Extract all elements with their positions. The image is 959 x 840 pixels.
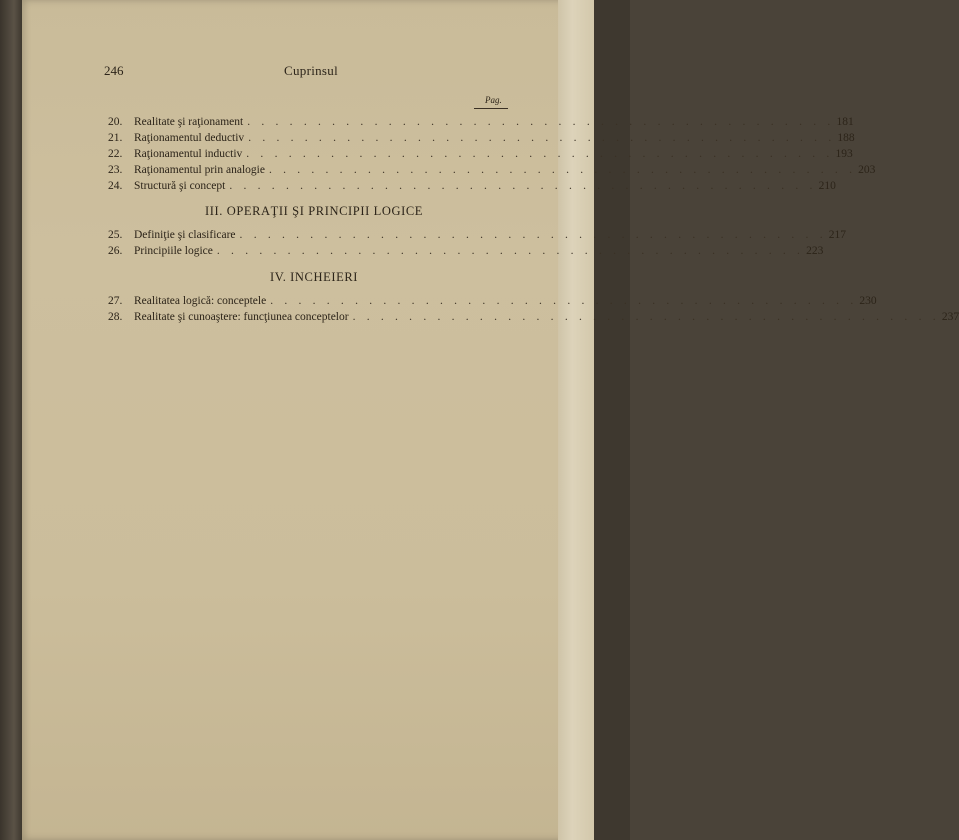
dot-leader: . . . . . . . . . . . . . . . . . . . . . . . . . . . . . . . . . . . . . . . . . . xyxy=(248,132,836,144)
dot-leader: . . . . . . . . . . . . . . . . . . . . . . . . . . . . . . . . . . . . . . . . . . xyxy=(352,311,940,323)
entry-title: Realitate şi raţionament xyxy=(134,116,244,128)
pag-column-label: Pag. xyxy=(485,95,502,105)
dot-leader: . . . . . . . . . . . . . . . . . . . . . . . . . . . . . . . . . . . . . . . . . . xyxy=(216,245,805,257)
toc-entry-21 xyxy=(108,130,855,146)
entry-page: 210 xyxy=(818,180,836,192)
entry-number: 20. xyxy=(108,116,123,128)
running-title: Cuprinsul xyxy=(284,63,338,78)
toc-entry-28 xyxy=(108,309,959,325)
entry-title: Principiile logice xyxy=(134,245,213,257)
entry-title: Raţionamentul deductiv xyxy=(134,132,245,144)
toc-entry-26 xyxy=(108,243,824,259)
toc-entry-24 xyxy=(108,178,836,194)
dot-leader: . . . . . . . . . . . . . . . . . . . . . . . . . . . . . . . . . . . . . . . . . . xyxy=(229,180,817,192)
entry-page: 181 xyxy=(836,116,854,128)
entry-title: Structură şi concept xyxy=(134,180,226,192)
entry-title: Realitatea logică: conceptele xyxy=(134,295,267,307)
page-number: 246 xyxy=(104,63,124,78)
toc-entry-25 xyxy=(108,227,847,243)
entry-number: 22. xyxy=(108,148,123,160)
dot-leader: . . . . . . . . . . . . . . . . . . . . . . . . . . . . . . . . . . . . . . . . . . xyxy=(270,295,858,307)
entry-number: 21. xyxy=(108,132,123,144)
entry-number: 28. xyxy=(108,311,123,323)
entry-number: 26. xyxy=(108,245,123,257)
toc-entry-22 xyxy=(108,146,853,162)
dot-leader: . . . . . . . . . . . . . . . . . . . . . . . . . . . . . . . . . . . . . . . . . . xyxy=(268,164,857,176)
entry-number: 24. xyxy=(108,180,123,192)
entry-number: 23. xyxy=(108,164,123,176)
dot-leader: . . . . . . . . . . . . . . . . . . . . . . . . . . . . . . . . . . . . . . . . . . xyxy=(239,229,827,241)
entry-title: Raţionamentul prin analogie xyxy=(134,164,265,176)
entry-title: Realitate şi cunoaştere: funcţiunea conceptelor xyxy=(134,311,349,323)
toc-entry-27 xyxy=(108,293,877,309)
dot-leader: . . . . . . . . . . . . . . . . . . . . . . . . . . . . . . . . . . . . . . . . . . xyxy=(247,116,835,128)
toc-entry-20 xyxy=(108,114,854,130)
entry-page: 188 xyxy=(837,132,855,144)
toc-entry-23 xyxy=(108,162,876,178)
entry-page: 203 xyxy=(858,164,876,176)
entry-number: 25. xyxy=(108,229,123,241)
table-of-contents xyxy=(22,0,959,840)
entry-page: 230 xyxy=(859,295,877,307)
running-head xyxy=(104,63,524,83)
section-heading-iv: IV. INCHEIERI xyxy=(269,270,359,284)
entry-page: 217 xyxy=(828,229,847,241)
entry-page: 223 xyxy=(806,245,824,257)
entry-page: 193 xyxy=(835,148,853,160)
dot-leader: . . . . . . . . . . . . . . . . . . . . . . . . . . . . . . . . . . . . . . . . . . xyxy=(246,148,834,160)
entry-title: Raţionamentul inductiv xyxy=(134,148,243,160)
entry-page: 237 xyxy=(941,311,959,323)
entry-number: 27. xyxy=(108,295,123,307)
pag-column-rule xyxy=(474,108,508,109)
entry-title: Definiţie şi clasificare xyxy=(134,229,236,241)
book-page xyxy=(22,0,959,840)
section-heading-iii: III. OPERAŢII ŞI PRINCIPII LOGICE xyxy=(204,204,424,218)
